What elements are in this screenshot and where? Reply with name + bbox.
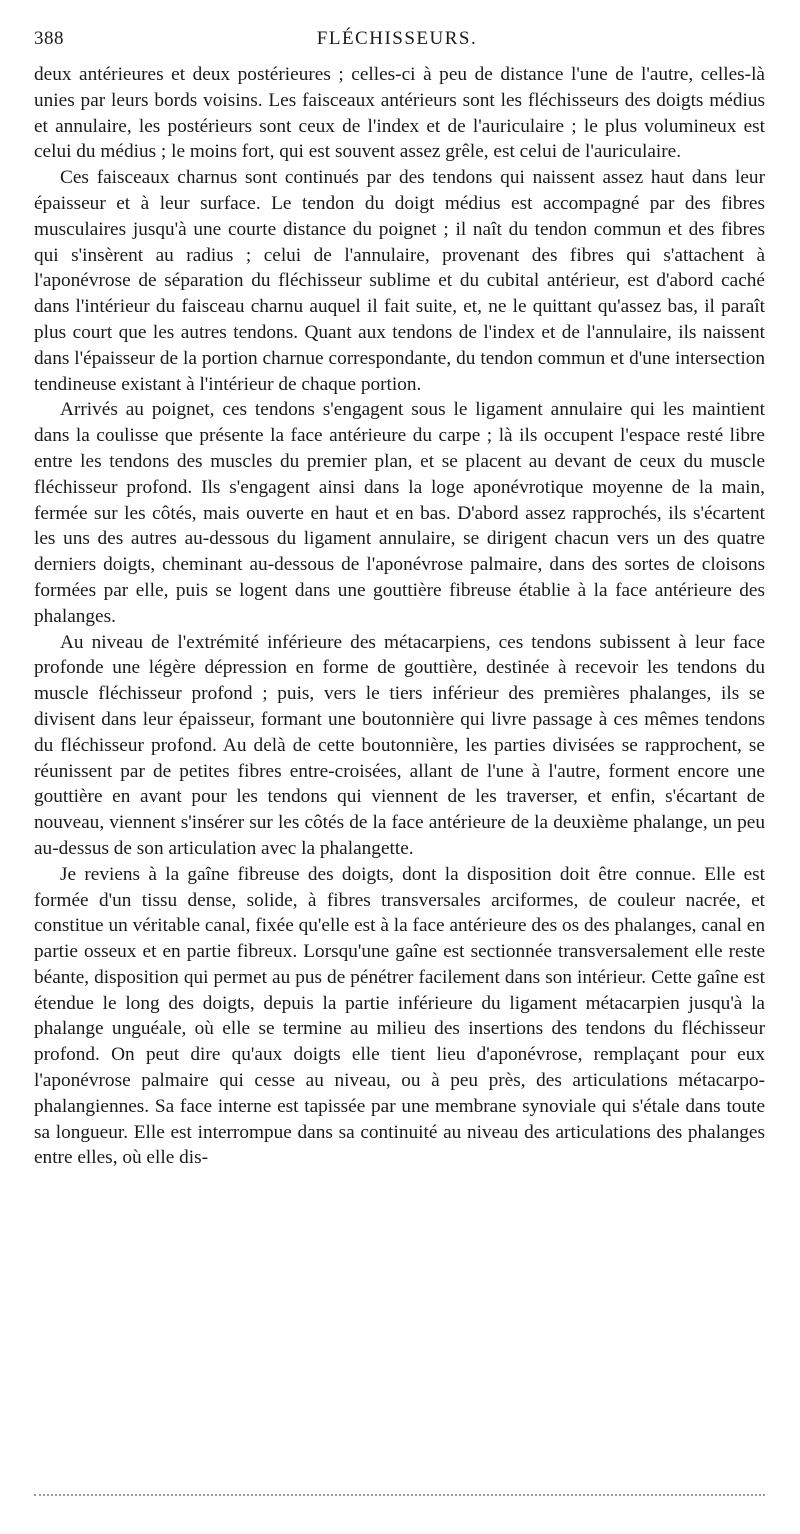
running-title: FLÉCHISSEURS. <box>316 28 478 49</box>
paragraph-4: Au niveau de l'extrémité inférieure des métacarpiens, ces tendons subissent à leur face profonde une légère dépression en forme de gouttière, destinée à recevoir les tendons du muscle fléchisseur profond ; puis, vers le tiers inférieur des premières phalanges, ils se divisent dans leur épaisseur, formant une boutonnière qui livre passage à ces mêmes tendons du fléchisseur profond. Au delà de cette boutonnière, les parties divisées se rapprochent, se réunissent par de petites fibres entre-croisées, allant de l'une à l'autre, forment encore une gouttière en avant pour les tendons qui viennent de les traverser, et enfin, s'écartant de nouveau, viennent s'insérer sur les côtés de la face antérieure de la deuxième phalange, un peu au-dessus de son articulation avec la phalangette. <box>34 631 765 859</box>
page-number: 388 <box>34 28 64 49</box>
paragraph-5: Je reviens à la gaîne fibreuse des doigts, dont la disposition doit être connue. Elle est formée d'un tissu dense, solide, à fibres transversales arciformes, de couleur nacrée, et constitue un véritable canal, fixée qu'elle est à la face antérieure des os des phalanges, canal en partie osseux et en partie fibreux. Lorsqu'une gaîne est sectionnée transversalement elle reste béante, disposition qui permet au pus de pénétrer facilement dans son intérieur. Cette gaîne est étendue le long des doigts, depuis la partie inférieure du ligament métacarpien jusqu'à la phalange unguéale, où elle se termine au milieu des insertions des tendons du fléchisseur profond. On peut dire qu'aux doigts elle tient lieu d'aponévrose, remplaçant pour eux l'aponévrose palmaire qui cesse au niveau, ou à peu près, des articulations métacarpo-phalangiennes. Sa face interne est tapissée par une membrane synoviale qui s'étale dans toute sa longueur. Elle est interrompue dans sa continuité au niveau des articulations des phalanges entre elles, où elle dis- <box>34 863 765 1169</box>
body-text <box>34 62 765 1171</box>
paragraph-1: deux antérieures et deux postérieures ; celles-ci à peu de distance l'une de l'autre, celles-là unies par leurs bords voisins. Les faisceaux antérieurs sont les fléchisseurs des doigts médius et annulaire, les postérieurs sont ceux de l'index et de l'auriculaire ; le plus volumineux est celui du médius ; le moins fort, qui est souvent assez grêle, est celui de l'auriculaire. <box>34 64 765 163</box>
paragraph-2: Ces faisceaux charnus sont continués par des tendons qui naissent assez haut dans leur épaisseur et à leur surface. Le tendon du doigt médius est accompagné par des fibres musculaires jusqu'à une courte distance du poignet ; il naît du tendon commun et des fibres qui s'insèrent au radius ; celui de l'annulaire, provenant des fibres qui s'attachent à l'aponévrose de séparation du fléchisseur sublime et du cubital antérieur, est d'abord caché dans l'intérieur du faisceau charnu auquel il fait suite, et, ne le quittant qu'assez bas, il paraît plus court que les autres tendons. Quant aux tendons de l'index et de l'annulaire, ils naissent dans l'épaisseur de la portion charnue correspondante, du tendon commun et d'une intersection tendineuse existant à l'intérieur de chaque portion. <box>34 167 765 395</box>
footer-divider <box>34 1494 765 1496</box>
paragraph-3: Arrivés au poignet, ces tendons s'engagent sous le ligament annulaire qui les maintient dans la coulisse que présente la face antérieure du carpe ; là ils occupent l'espace resté libre entre les tendons des muscles du premier plan, et se placent au devant de ceux du muscle fléchisseur profond. Ils s'engagent ainsi dans la loge aponévrotique moyenne de la main, fermée sur les côtés, mais ouverte en haut et en bas. D'abord assez rapprochés, ils s'écartent les uns des autres au-dessous du ligament annulaire, se dirigent chacun vers un des quatre derniers doigts, cheminant au-dessous de l'aponévrose palmaire, dans des sortes de cloisons formées par elle, puis se logent dans une gouttière fibreuse établie à la face antérieure des phalanges. <box>34 399 765 627</box>
page-header <box>34 28 760 54</box>
